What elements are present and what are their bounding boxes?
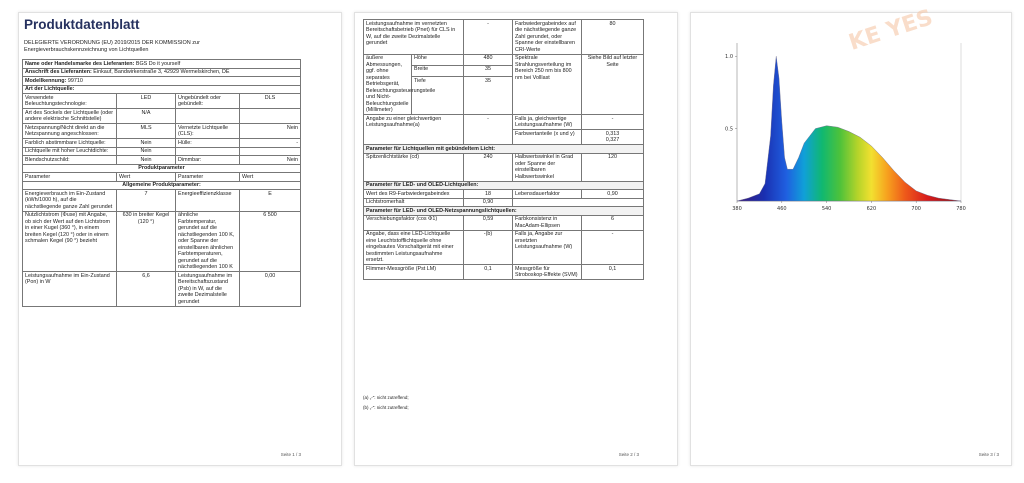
page-title: Produktdatenblatt bbox=[24, 17, 140, 32]
chromaticity-y: 0,327 bbox=[605, 137, 620, 143]
field-label: Modellkennung: bbox=[25, 77, 67, 84]
table-cell: Farblich abstimmbare Lichtquelle: bbox=[23, 139, 117, 148]
table-row bbox=[23, 156, 301, 165]
table-cell: Blendschutzschild: bbox=[23, 156, 117, 165]
footnote-a: (a) „-“: nicht zutreffend; bbox=[363, 395, 409, 400]
x-tick-label: 620 bbox=[866, 206, 877, 212]
x-tick-label: 380 bbox=[732, 206, 742, 212]
table-cell: 0,59 bbox=[464, 215, 513, 230]
table-cell: Messgröße für Stroboskop-Effekte (SVM) bbox=[513, 265, 582, 280]
chromaticity-values bbox=[582, 130, 644, 145]
table-row bbox=[23, 124, 301, 139]
table-cell: - bbox=[240, 139, 301, 148]
table-cell: Lichtquelle mit hoher Leuchtdichte: bbox=[23, 147, 117, 156]
table-cell: -(b) bbox=[464, 230, 513, 265]
table-cell: Farbwertanteile (x und y) bbox=[513, 130, 582, 145]
column-header: Wert bbox=[240, 173, 301, 182]
table-row bbox=[23, 181, 301, 190]
table-row bbox=[23, 94, 301, 109]
table-cell: Leistungsaufnahme im Ein-Zustand (Pon) in W bbox=[23, 272, 117, 307]
spectrum-area bbox=[737, 56, 961, 201]
field-label: Name oder Handelsmarke des Lieferanten: bbox=[25, 60, 135, 67]
table-cell: Art des Sockels der Lichtquelle (oder andere elektrische Schnittstelle) bbox=[23, 109, 117, 124]
table-cell: Flimmer-Messgröße (Pst LM) bbox=[364, 265, 464, 280]
datasheet-page-3 bbox=[690, 5, 1012, 466]
table-row bbox=[364, 54, 644, 65]
table-cell: Angabe zu einer gleichwertigen Leistungsaufnahme(a) bbox=[364, 115, 464, 145]
column-header: Parameter bbox=[23, 173, 117, 182]
section-header: Parameter für LED- und OLED-Lichtquellen: bbox=[364, 181, 644, 190]
table-cell: 6,6 bbox=[117, 272, 176, 307]
table-cell: Falls ja, gleichwertige Leistungsaufnahme (W) bbox=[513, 115, 582, 130]
table-cell: - bbox=[464, 115, 513, 145]
table-row bbox=[364, 115, 644, 130]
table-cell: 80 bbox=[582, 20, 644, 55]
table-row bbox=[364, 265, 644, 280]
table-cell: Vernetzte Lichtquelle (CLS): bbox=[176, 124, 240, 139]
table-row bbox=[364, 145, 644, 154]
spec-table-1 bbox=[22, 59, 301, 307]
table-cell: Ungebündelt oder gebündelt: bbox=[176, 94, 240, 109]
table-cell: 0,90 bbox=[464, 198, 513, 207]
table-cell: Verwendete Beleuchtungstechnologie: bbox=[23, 94, 117, 109]
table-cell: Verschiebungsfaktor (cos Φ1) bbox=[364, 215, 464, 230]
table-row bbox=[23, 77, 301, 86]
table-row bbox=[364, 207, 644, 216]
table-row bbox=[364, 198, 644, 207]
table-cell: 6 bbox=[582, 215, 644, 230]
table-cell: Höhe bbox=[412, 54, 464, 65]
datasheet-page-2 bbox=[354, 12, 678, 466]
table-cell: Tiefe bbox=[412, 77, 464, 115]
table-cell: 240 bbox=[464, 153, 513, 181]
footnote-b: (b) „-“: nicht zutreffend; bbox=[363, 405, 409, 410]
table-cell: 120 bbox=[582, 153, 644, 181]
spectrum-chart bbox=[699, 5, 977, 217]
table-cell: 0,00 bbox=[240, 272, 301, 307]
table-row bbox=[364, 153, 644, 181]
chromaticity-x: 0,313 bbox=[605, 130, 620, 137]
table-cell bbox=[176, 109, 240, 124]
table-row bbox=[364, 230, 644, 265]
table-row bbox=[23, 173, 301, 182]
table-cell: 0,1 bbox=[464, 265, 513, 280]
table-cell: Lebensdauerfaktor bbox=[513, 190, 582, 199]
table-row bbox=[23, 190, 301, 212]
field-value: BGS Do it yourself bbox=[135, 60, 181, 67]
spec-table-2 bbox=[363, 19, 644, 280]
page-footer: Seite 1 / 3 bbox=[280, 452, 301, 457]
spectral-value: Siehe Bild auf letzter Seite bbox=[582, 54, 644, 115]
table-cell: Falls ja, Angabe zur ersetzten Leistungsaufnahme (W) bbox=[513, 230, 582, 265]
page-footer: Seite 2 / 3 bbox=[618, 452, 639, 457]
x-tick-label: 700 bbox=[911, 206, 921, 212]
table-cell: Dimmbar: bbox=[176, 156, 240, 165]
table-cell: Angabe, dass eine LED-Lichtquelle eine Leuchtstofflichtquelle ohne eingebautes Vorschaltgerät mit einer bestimmten Leistungsaufnahme ersetzt. bbox=[364, 230, 464, 265]
supplier-row bbox=[23, 60, 301, 69]
section-header: Produktparameter bbox=[23, 164, 301, 173]
table-cell: Nein bbox=[117, 139, 176, 148]
table-cell: Breite bbox=[412, 65, 464, 76]
table-cell: Nein bbox=[117, 156, 176, 165]
watermark: KE YES bbox=[845, 5, 936, 56]
table-cell bbox=[513, 198, 644, 207]
section-header: Allgemeine Produktparameter: bbox=[23, 181, 301, 190]
column-header: Parameter bbox=[176, 173, 240, 182]
y-tick-label: 1.0 bbox=[725, 54, 733, 61]
table-cell: 35 bbox=[464, 65, 513, 76]
table-row bbox=[23, 85, 301, 94]
regulation-line-1: DELEGIERTE VERORDNUNG (EU) 2019/2015 DER KOMMISSION zur bbox=[24, 40, 200, 46]
table-cell: - bbox=[464, 20, 513, 55]
table-cell: 0,1 bbox=[582, 265, 644, 280]
field-value: Einkauf, Bandwirkerstraße 3, 42929 Wermelskirchen, DE bbox=[93, 69, 230, 75]
datasheet-page-1 bbox=[18, 12, 342, 466]
table-cell: Netzspannung/Nicht direkt an die Netzspannung angeschlossen: bbox=[23, 124, 117, 139]
table-cell bbox=[240, 109, 301, 124]
table-row bbox=[364, 190, 644, 199]
table-row bbox=[364, 181, 644, 190]
table-cell bbox=[176, 147, 240, 156]
table-cell: N/A bbox=[117, 109, 176, 124]
table-cell: Farbwiedergabeindex auf die nächstliegende ganze Zahl gerundet, oder Spanne der einstellbaren CRI-Werte bbox=[513, 20, 582, 55]
table-cell: 480 bbox=[464, 54, 513, 65]
table-row bbox=[23, 60, 301, 69]
field-label: Anschrift des Lieferanten: bbox=[25, 69, 92, 75]
table-cell: Energieverbrauch im Ein-Zustand (kWh/1000 h), auf die nächstliegende ganze Zahl gerundet bbox=[23, 190, 117, 212]
table-row bbox=[23, 68, 301, 77]
x-tick-label: 780 bbox=[956, 206, 966, 212]
table-cell: Leistungsaufnahme im vernetzten Bereitschaftsbetrieb (Pnet) für CLS in W, auf die zweite Dezimalstelle gerundet bbox=[364, 20, 464, 55]
table-cell: ähnliche Farbtemperatur, gerundet auf die nächstliegenden 100 K, oder Spanne der einstellbaren ähnlichen Farbtemperaturen, gerundet auf die nächstliegenden 100 K bbox=[176, 211, 240, 272]
table-cell: Nutzlichtstrom (Φuse) mit Angabe, ob sich der Wert auf den Lichtstrom in einer Kugel (360 °), in einem breiten Kegel (120 °) oder in einem schmalen Kegel (90 °) bezieht bbox=[23, 211, 117, 272]
table-cell: Spitzenlichtstärke (cd) bbox=[364, 153, 464, 181]
table-cell: Lichtstromerhalt bbox=[364, 198, 464, 207]
table-cell: 7 bbox=[117, 190, 176, 212]
table-cell: Farbkonsistenz in MacAdam-Ellipsen bbox=[513, 215, 582, 230]
address-row bbox=[23, 68, 301, 77]
table-row bbox=[364, 215, 644, 230]
column-header: Wert bbox=[117, 173, 176, 182]
table-row bbox=[23, 139, 301, 148]
y-tick-label: 0.5 bbox=[725, 126, 733, 133]
table-cell: Nein bbox=[240, 156, 301, 165]
table-cell: Hülle: bbox=[176, 139, 240, 148]
table-row bbox=[23, 211, 301, 272]
table-cell: 630 in breiter Kegel (120 °) bbox=[117, 211, 176, 272]
table-cell: Nein bbox=[240, 124, 301, 139]
table-row bbox=[23, 109, 301, 124]
table-cell: 18 bbox=[464, 190, 513, 199]
spectral-label: Spektrale Strahlungsverteilung im Bereich 250 nm bis 800 nm bei Volllast bbox=[513, 54, 582, 115]
table-cell: MLS bbox=[117, 124, 176, 139]
table-cell bbox=[240, 147, 301, 156]
table-row bbox=[23, 147, 301, 156]
table-row bbox=[364, 20, 644, 55]
model-row bbox=[23, 77, 301, 86]
table-row bbox=[23, 164, 301, 173]
table-cell: 6 500 bbox=[240, 211, 301, 272]
field-value: 99710 bbox=[67, 77, 83, 84]
regulation-text bbox=[24, 40, 324, 54]
table-cell: Leistungsaufnahme im Bereitschaftszustand (Psb) in W, auf die zweite Dezimalstelle gerundet bbox=[176, 272, 240, 307]
dimensions-label: äußere Abmessungen, ggf. ohne separates Betriebsgerät, Beleuchtungssteuerungsteile und Nicht-Beleuchtungsteile (Millimeter) bbox=[364, 54, 412, 115]
section-header: Parameter für Lichtquellen mit gebündeltem Licht: bbox=[364, 145, 644, 154]
section-header: Art der Lichtquelle: bbox=[23, 85, 301, 94]
table-cell: E bbox=[240, 190, 301, 212]
x-tick-label: 540 bbox=[821, 206, 832, 212]
table-cell: - bbox=[582, 230, 644, 265]
page-footer: Seite 3 / 3 bbox=[978, 452, 999, 457]
table-cell: Wert des R9-Farbwiedergabeindex bbox=[364, 190, 464, 199]
regulation-line-2: Energieverbrauchskennzeichnung von Lichtquellen bbox=[24, 47, 149, 53]
table-cell: LED bbox=[117, 94, 176, 109]
table-cell: DLS bbox=[240, 94, 301, 109]
table-cell: 35 bbox=[464, 77, 513, 115]
table-cell: Halbwertswinkel in Grad oder Spanne der einstellbaren Halbwertswinkel bbox=[513, 153, 582, 181]
table-cell: 0,90 bbox=[582, 190, 644, 199]
section-header: Parameter für LED- und OLED-Netzspannungslichtquellen: bbox=[364, 207, 644, 216]
table-cell: Energieeffizienzklasse bbox=[176, 190, 240, 212]
x-tick-label: 460 bbox=[777, 206, 787, 212]
table-cell: - bbox=[582, 115, 644, 130]
table-row bbox=[23, 272, 301, 307]
table-cell: Nein bbox=[117, 147, 176, 156]
